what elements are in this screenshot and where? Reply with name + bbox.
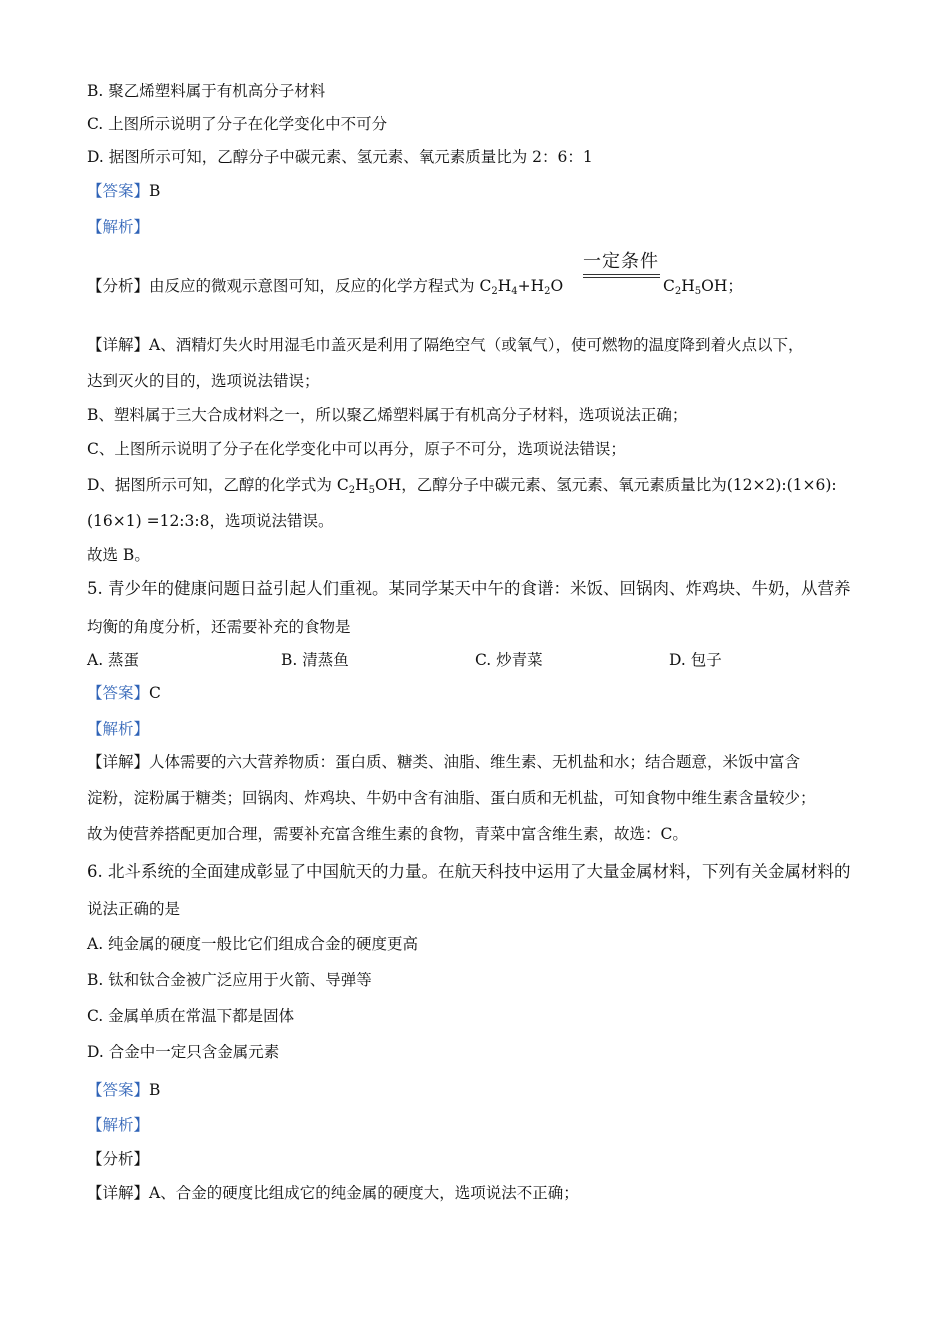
product-c: C (663, 277, 675, 295)
detail-text: A、合金的硬度比组成它的纯金属的硬度大，选项说法不正确； (149, 1184, 579, 1202)
q5-detail-3: 故为使营养搭配更加合理，需要补充富含维生素的食物，青菜中富含维生素，故选：C。 (87, 825, 688, 843)
q4-analysis-tag: 【解析】 (87, 218, 150, 236)
q6-detail-a (87, 1183, 579, 1203)
formula-plus: +H (517, 277, 545, 295)
formula-h: H (355, 476, 369, 494)
formula-sub: 2 (544, 286, 551, 297)
fenxi-tag: 【分析】 (87, 277, 150, 295)
q4-detail-a1 (87, 335, 803, 355)
product-oh: OH； (701, 277, 743, 295)
q4-fenxi-line (87, 276, 563, 302)
formula-sub: 5 (368, 485, 375, 496)
answer-value: B (149, 182, 161, 200)
detail-text: 人体需要的六大营养物质：蛋白质、糖类、油脂、维生素、无机盐和水；结合题意，米饭中富含 (149, 753, 801, 771)
q5-answer (87, 683, 161, 703)
equation-bar-top (583, 274, 660, 275)
equation-bar-bottom (583, 277, 660, 278)
q4-conclusion: 故选 B。 (87, 546, 150, 564)
detail-tag: 【详解】 (87, 1184, 150, 1202)
detail-tag: 【详解】 (87, 753, 150, 771)
formula-sub: 2 (674, 286, 682, 297)
q5-option-d: D. 包子 (669, 651, 722, 669)
q5-option-b: B. 清蒸鱼 (281, 651, 349, 669)
q4-option-d: D. 据图所示可知，乙醇分子中碳元素、氢元素、氧元素质量比为 2：6：1 (87, 148, 593, 166)
product-h: H (681, 277, 695, 295)
q4-detail-d1 (87, 475, 837, 501)
q5-option-c: C. 炒青菜 (475, 651, 543, 669)
fenxi-text: 由反应的微观示意图可知，反应的化学方程式为 C (149, 277, 492, 295)
answer-tag: 【答案】 (87, 182, 150, 200)
q4-answer (87, 181, 160, 201)
q4-product (663, 276, 743, 302)
detail-tag: 【详解】 (87, 336, 150, 354)
q5-detail-2: 淀粉，淀粉属于糖类；回锅肉、炸鸡块、牛奶中含有油脂、蛋白质和无机盐，可知食物中维生素含量较少； (87, 789, 816, 807)
q5-detail-1 (87, 752, 800, 772)
q6-option-d: D. 合金中一定只含金属元素 (87, 1043, 280, 1061)
q4-detail-c: C、上图所示说明了分子在化学变化中可以再分，原子不可分，选项说法错误； (87, 440, 626, 458)
q6-stem-2: 说法正确的是 (87, 900, 181, 918)
formula-sub: 4 (511, 286, 518, 297)
q5-stem-1: 5. 青少年的健康问题日益引起人们重视。某同学某天中午的食谱：米饭、回锅肉、炸鸡块、牛奶，从营养 (87, 579, 851, 598)
answer-value: C (149, 684, 161, 702)
q5-option-a: A. 蒸蛋 (87, 651, 140, 669)
formula-sub: 2 (348, 485, 356, 496)
formula-sub: 5 (694, 286, 702, 297)
q4-option-b: B. 聚乙烯塑料属于有机高分子材料 (87, 82, 326, 100)
q6-stem-1: 6. 北斗系统的全面建成彰显了中国航天的力量。在航天科技中运用了大量金属材料，下列有关金属材料的 (87, 862, 851, 881)
detail-text: A、酒精灯失火时用湿毛巾盖灭是利用了隔绝空气（或氧气），使可燃物的温度降到着火点以下， (149, 336, 804, 354)
answer-tag: 【答案】 (87, 1081, 150, 1099)
formula-o: O (550, 277, 564, 295)
answer-tag: 【答案】 (87, 684, 150, 702)
q6-option-b: B. 钛和钛合金被广泛应用于火箭、导弹等 (87, 971, 372, 989)
answer-value: B (149, 1081, 161, 1099)
reaction-condition: 一定条件 (583, 251, 659, 272)
q6-answer (87, 1080, 160, 1100)
q4-detail-b: B、塑料属于三大合成材料之一，所以聚乙烯塑料属于有机高分子材料，选项说法正确； (87, 406, 688, 424)
q5-stem-2: 均衡的角度分析，还需要补充的食物是 (87, 618, 351, 636)
q6-analysis-tag: 【解析】 (87, 1116, 150, 1134)
detail-text: D、据图所示可知，乙醇的化学式为 C (87, 476, 349, 494)
detail-text: OH，乙醇分子中碳元素、氢元素、氧元素质量比为(12×2):(1×6): (375, 476, 837, 494)
formula-h: H (497, 277, 512, 295)
q6-option-a: A. 纯金属的硬度一般比它们组成合金的硬度更高 (87, 935, 419, 953)
q4-detail-d2: (16×1) =12:3:8，选项说法错误。 (87, 512, 334, 530)
q6-option-c: C. 金属单质在常温下都是固体 (87, 1007, 295, 1025)
q5-analysis-tag: 【解析】 (87, 720, 150, 738)
q4-option-c: C. 上图所示说明了分子在化学变化中不可分 (87, 115, 388, 133)
q6-fenxi-tag: 【分析】 (87, 1150, 150, 1168)
q4-detail-a2: 达到灭火的目的，选项说法错误； (87, 372, 320, 390)
formula-sub: 2 (491, 286, 498, 297)
